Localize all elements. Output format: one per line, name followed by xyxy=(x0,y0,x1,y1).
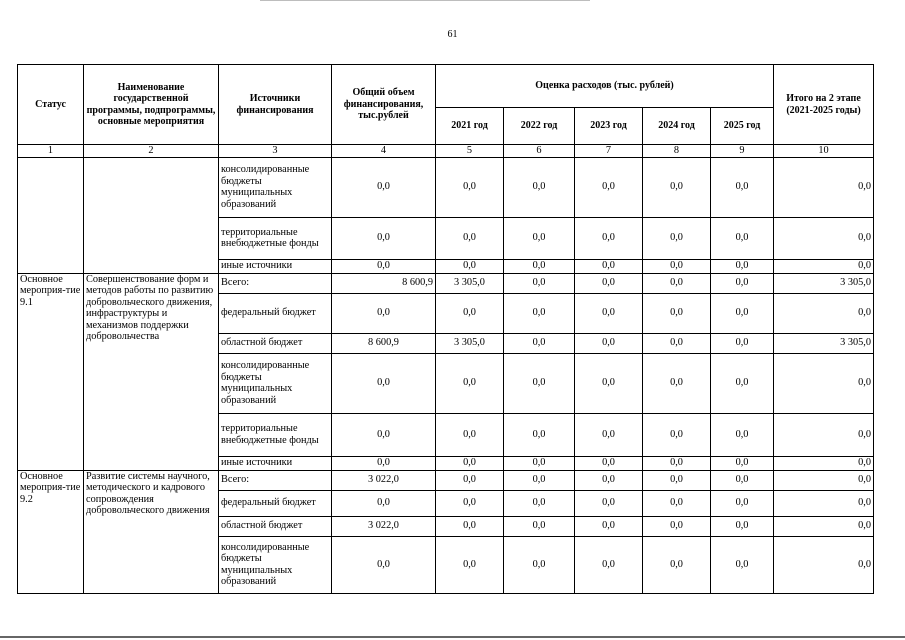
column-number: 6 xyxy=(504,145,575,158)
measure-name-cell: Совершенствование форм и методов работы по развитию добровольческого движения, инфраструктуры и механизмов поддержки добровольчества xyxy=(84,273,219,470)
source-cell: консолидированные бюджеты муниципальных образований xyxy=(219,353,332,413)
year-cell: 0,0 xyxy=(643,516,711,536)
table-row xyxy=(18,470,874,490)
year-cell: 0,0 xyxy=(504,293,575,333)
year-cell: 0,0 xyxy=(504,353,575,413)
year-cell: 0,0 xyxy=(643,490,711,516)
stage-cell: 0,0 xyxy=(774,353,874,413)
year-cell: 0,0 xyxy=(575,470,643,490)
year-cell: 0,0 xyxy=(575,217,643,259)
stage-cell: 0,0 xyxy=(774,456,874,470)
budget-table xyxy=(17,64,874,594)
stage-cell: 0,0 xyxy=(774,490,874,516)
year-cell: 0,0 xyxy=(504,259,575,273)
year-cell: 0,0 xyxy=(504,456,575,470)
header-total: Общий объем финансирования, тыс.рублей xyxy=(332,65,436,145)
header-row xyxy=(18,65,874,108)
year-cell: 0,0 xyxy=(504,333,575,353)
source-cell: иные источники xyxy=(219,259,332,273)
source-cell: консолидированные бюджеты муниципальных образований xyxy=(219,157,332,217)
year-cell: 0,0 xyxy=(575,157,643,217)
stage-cell: 3 305,0 xyxy=(774,333,874,353)
column-number: 9 xyxy=(711,145,774,158)
total-cell: 8 600,9 xyxy=(332,273,436,293)
year-cell: 0,0 xyxy=(436,536,504,593)
year-cell: 0,0 xyxy=(711,273,774,293)
table-row xyxy=(18,157,874,217)
year-cell: 0,0 xyxy=(711,470,774,490)
year-cell: 0,0 xyxy=(711,353,774,413)
year-cell: 0,0 xyxy=(711,157,774,217)
total-cell: 0,0 xyxy=(332,413,436,456)
total-cell: 0,0 xyxy=(332,456,436,470)
year-cell: 0,0 xyxy=(643,353,711,413)
year-cell: 0,0 xyxy=(643,333,711,353)
header-year: 2024 год xyxy=(643,108,711,145)
year-cell: 0,0 xyxy=(575,273,643,293)
stage-cell: 0,0 xyxy=(774,293,874,333)
scan-edge-top xyxy=(260,0,590,1)
year-cell: 0,0 xyxy=(575,259,643,273)
year-cell: 0,0 xyxy=(436,293,504,333)
year-cell: 0,0 xyxy=(504,536,575,593)
year-cell: 0,0 xyxy=(643,470,711,490)
column-number: 10 xyxy=(774,145,874,158)
column-number: 7 xyxy=(575,145,643,158)
year-cell: 0,0 xyxy=(575,353,643,413)
header-year: 2021 год xyxy=(436,108,504,145)
stage-cell: 0,0 xyxy=(774,217,874,259)
table-row xyxy=(18,273,874,293)
year-cell: 0,0 xyxy=(436,157,504,217)
year-cell: 0,0 xyxy=(643,217,711,259)
year-cell: 0,0 xyxy=(436,456,504,470)
year-cell: 0,0 xyxy=(711,536,774,593)
year-cell: 0,0 xyxy=(575,490,643,516)
year-cell: 3 305,0 xyxy=(436,333,504,353)
total-cell: 3 022,0 xyxy=(332,470,436,490)
year-cell: 0,0 xyxy=(711,516,774,536)
year-cell: 0,0 xyxy=(504,217,575,259)
year-cell: 0,0 xyxy=(711,293,774,333)
year-cell: 0,0 xyxy=(504,470,575,490)
stage-cell: 0,0 xyxy=(774,157,874,217)
year-cell: 0,0 xyxy=(711,217,774,259)
source-cell: территориальные внебюджетные фонды xyxy=(219,413,332,456)
year-cell: 0,0 xyxy=(643,456,711,470)
year-cell: 0,0 xyxy=(504,516,575,536)
total-cell: 3 022,0 xyxy=(332,516,436,536)
year-cell: 0,0 xyxy=(643,536,711,593)
year-cell: 0,0 xyxy=(711,413,774,456)
total-cell: 0,0 xyxy=(332,259,436,273)
name-cell-empty xyxy=(84,157,219,273)
year-cell: 0,0 xyxy=(504,273,575,293)
year-cell: 0,0 xyxy=(575,456,643,470)
year-cell: 0,0 xyxy=(504,490,575,516)
column-number: 1 xyxy=(18,145,84,158)
year-cell: 0,0 xyxy=(504,413,575,456)
source-cell: областной бюджет xyxy=(219,333,332,353)
source-cell: иные источники xyxy=(219,456,332,470)
total-cell: 0,0 xyxy=(332,293,436,333)
year-cell: 0,0 xyxy=(643,273,711,293)
source-cell: федеральный бюджет xyxy=(219,490,332,516)
status-cell: Основное мероприя-тие 9.1 xyxy=(18,273,84,470)
column-number: 4 xyxy=(332,145,436,158)
column-number: 3 xyxy=(219,145,332,158)
year-cell: 0,0 xyxy=(711,490,774,516)
header-sources: Источники финансирования xyxy=(219,65,332,145)
year-cell: 0,0 xyxy=(436,353,504,413)
year-cell: 0,0 xyxy=(711,456,774,470)
year-cell: 0,0 xyxy=(643,413,711,456)
stage-cell: 0,0 xyxy=(774,536,874,593)
column-number: 2 xyxy=(84,145,219,158)
year-cell: 0,0 xyxy=(436,259,504,273)
scan-edge-bottom xyxy=(0,636,905,638)
total-cell: 0,0 xyxy=(332,353,436,413)
page-number: 61 xyxy=(447,29,458,40)
year-cell: 0,0 xyxy=(436,516,504,536)
header-year: 2022 год xyxy=(504,108,575,145)
year-cell: 0,0 xyxy=(643,293,711,333)
total-cell: 0,0 xyxy=(332,217,436,259)
year-cell: 0,0 xyxy=(575,536,643,593)
source-cell: территориальные внебюджетные фонды xyxy=(219,217,332,259)
total-cell: 0,0 xyxy=(332,536,436,593)
year-cell: 0,0 xyxy=(504,157,575,217)
stage-cell: 0,0 xyxy=(774,259,874,273)
header-stage-total: Итого на 2 этапе (2021-2025 годы) xyxy=(774,65,874,145)
year-cell: 0,0 xyxy=(643,157,711,217)
year-cell: 0,0 xyxy=(711,259,774,273)
stage-cell: 0,0 xyxy=(774,413,874,456)
column-number: 8 xyxy=(643,145,711,158)
year-cell: 0,0 xyxy=(575,293,643,333)
status-cell: Основное мероприя-тие 9.2 xyxy=(18,470,84,593)
header-year: 2025 год xyxy=(711,108,774,145)
year-cell: 0,0 xyxy=(575,333,643,353)
measure-name-cell: Развитие системы научного, методического и кадрового сопровождения добровольческого движения xyxy=(84,470,219,593)
year-cell: 0,0 xyxy=(575,516,643,536)
year-cell: 0,0 xyxy=(436,470,504,490)
year-cell: 0,0 xyxy=(575,413,643,456)
year-cell: 0,0 xyxy=(436,490,504,516)
source-cell: Всего: xyxy=(219,470,332,490)
source-cell: консолидированные бюджеты муниципальных образований xyxy=(219,536,332,593)
year-cell: 0,0 xyxy=(711,333,774,353)
column-number-row xyxy=(18,145,874,158)
stage-cell: 3 305,0 xyxy=(774,273,874,293)
header-status: Статус xyxy=(18,65,84,145)
total-cell: 0,0 xyxy=(332,490,436,516)
header-estimate: Оценка расходов (тыс. рублей) xyxy=(436,65,774,108)
status-cell-empty xyxy=(18,157,84,273)
stage-cell: 0,0 xyxy=(774,516,874,536)
source-cell: Всего: xyxy=(219,273,332,293)
source-cell: федеральный бюджет xyxy=(219,293,332,333)
header-year: 2023 год xyxy=(575,108,643,145)
source-cell: областной бюджет xyxy=(219,516,332,536)
header-name: Наименование государственной программы, подпрограммы, основные мероприятия xyxy=(84,65,219,145)
total-cell: 8 600,9 xyxy=(332,333,436,353)
year-cell: 0,0 xyxy=(643,259,711,273)
year-cell: 0,0 xyxy=(436,413,504,456)
column-number: 5 xyxy=(436,145,504,158)
year-cell: 0,0 xyxy=(436,217,504,259)
year-cell: 3 305,0 xyxy=(436,273,504,293)
stage-cell: 0,0 xyxy=(774,470,874,490)
total-cell: 0,0 xyxy=(332,157,436,217)
